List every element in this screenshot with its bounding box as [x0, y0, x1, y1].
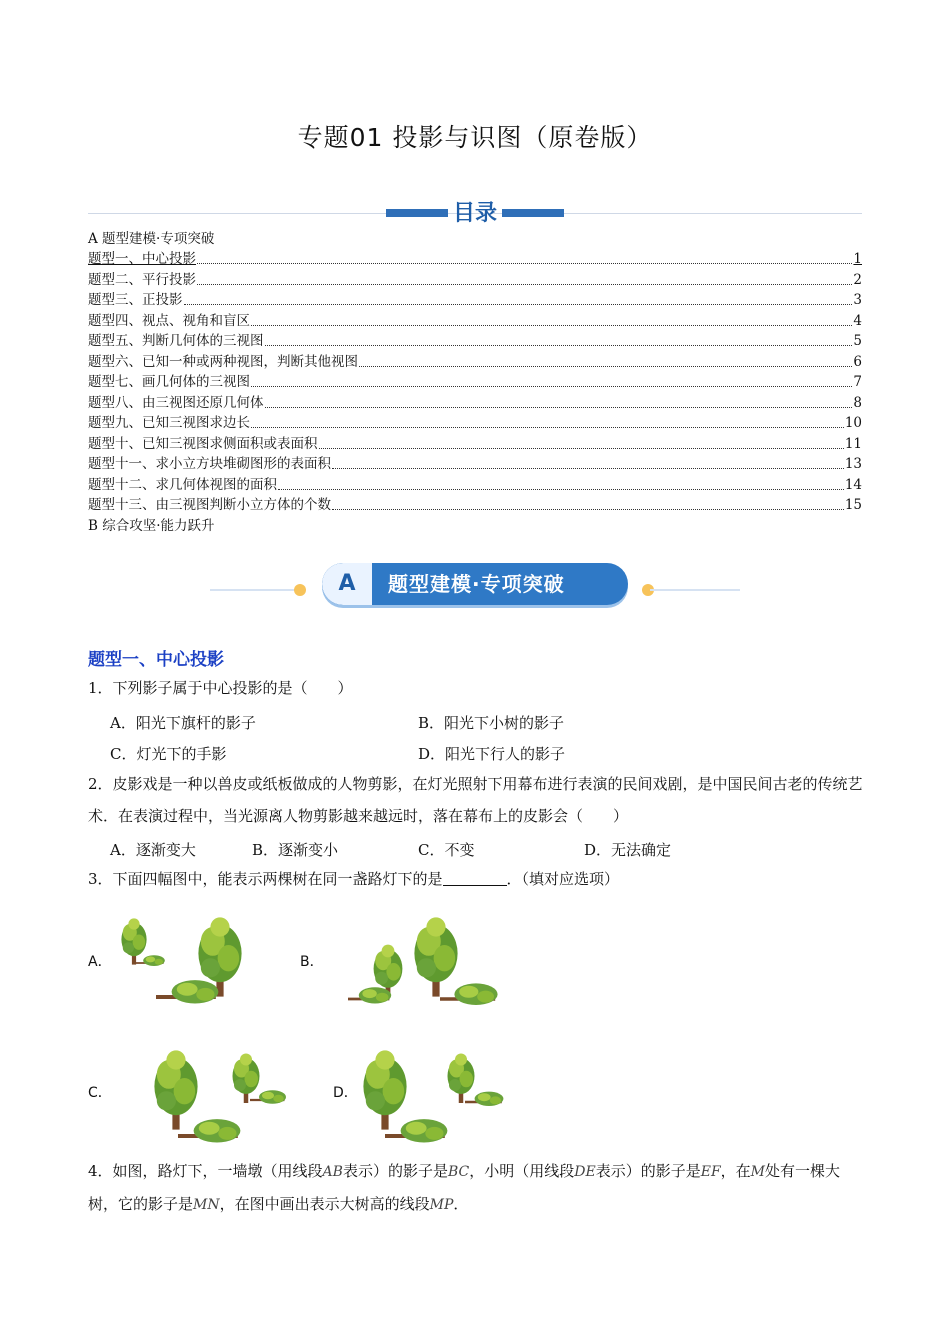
point-m: M: [750, 1164, 766, 1180]
q3-figure-a[interactable]: [112, 893, 262, 1008]
toc-item-page: 15: [844, 497, 862, 513]
banner-dot-left: [294, 584, 306, 596]
toc-item-page: 1: [853, 251, 862, 267]
segment-de: DE: [574, 1164, 596, 1180]
q3-label-a[interactable]: A．: [88, 954, 112, 970]
q2-option-d[interactable]: D．无法确定: [584, 841, 672, 859]
q4-text: ，小明（用线段: [469, 1162, 575, 1180]
toc-leader: [251, 325, 852, 326]
toc-item-page: 11: [844, 436, 862, 452]
toc-item-page: 3: [853, 292, 862, 308]
toc-leader: [197, 263, 852, 264]
toc-item-label: 题型十二、求几何体视图的面积: [88, 477, 277, 493]
toc-item[interactable]: [88, 434, 862, 454]
toc-item-page: 10: [844, 415, 862, 431]
toc-leader: [278, 489, 844, 490]
segment-mp: MP: [429, 1197, 454, 1213]
q3-label-c[interactable]: C．: [88, 1085, 112, 1101]
toc-heading: [88, 196, 862, 230]
question-3-stem: [88, 863, 868, 895]
toc-item-page: 8: [853, 395, 862, 411]
q3-stem-a: 3．下面四幅图中，能表示两棵树在同一盏路灯下的是: [88, 870, 443, 888]
toc-item[interactable]: [88, 454, 862, 474]
banner-line-left: [210, 589, 302, 591]
toc-part-b: B 综合攻坚·能力跃升: [88, 518, 215, 534]
q3-label-d[interactable]: D．: [333, 1085, 358, 1101]
toc-item[interactable]: [88, 331, 862, 351]
banner-letter: A: [322, 563, 372, 605]
q3-figure-d[interactable]: [345, 1026, 525, 1146]
toc-item-label: 题型五、判断几何体的三视图: [88, 333, 264, 349]
toc-title: 目录: [452, 201, 497, 226]
toc-item-label: 题型四、视点、视角和盲区: [88, 313, 250, 329]
toc-item[interactable]: [88, 393, 862, 413]
q3-figure-c[interactable]: [132, 1026, 302, 1146]
toc-item[interactable]: [88, 475, 862, 495]
section-title: 题型一、中心投影: [88, 650, 224, 670]
toc-item-label: 题型十、已知三视图求侧面积或表面积: [88, 436, 318, 452]
toc-item-label: 题型十三、由三视图判断小立方体的个数: [88, 497, 331, 513]
toc-item-page: 14: [844, 477, 862, 493]
section-banner: [210, 560, 740, 610]
question-2-stem: 2．皮影戏是一种以兽皮或纸板做成的人物剪影，在灯光照射下用幕布进行表演的民间戏剧，是中国民间古老的传统艺术．在表演过程中，当光源离人物剪影越来越远时，落在幕布上的皮影会（ ）: [88, 775, 863, 825]
q2-option-b[interactable]: B．逐渐变小: [252, 841, 339, 859]
q2-option-a[interactable]: A．逐渐变大: [110, 841, 196, 859]
toc-leader: [319, 448, 844, 449]
toc-item[interactable]: [88, 270, 862, 290]
toc-item-page: 5: [853, 333, 862, 349]
toc-item-page: 2: [853, 272, 862, 288]
banner-pill: [322, 563, 628, 605]
q4-text: ，在: [720, 1162, 751, 1180]
toc-item[interactable]: [88, 290, 862, 310]
toc-item-label: 题型三、正投影: [88, 292, 183, 308]
toc-leader: [184, 304, 853, 305]
q3-stem-b: ．（填对应选项）: [506, 870, 620, 888]
toc-item[interactable]: [88, 495, 862, 515]
q1-option-d[interactable]: D．阳光下行人的影子: [418, 745, 566, 763]
q4-text: ，在图中画出表示大树高的线段: [219, 1195, 430, 1213]
q4-text: ．: [453, 1195, 469, 1213]
toc-leader: [265, 407, 853, 408]
toc-item-label: 题型七、画几何体的三视图: [88, 374, 250, 390]
banner-text: 题型建模·专项突破: [388, 572, 565, 596]
toc-leader: [197, 284, 852, 285]
banner-line-right: [650, 589, 740, 591]
toc-item-label: 题型八、由三视图还原几何体: [88, 395, 264, 411]
toc-part-a: A 题型建模·专项突破: [88, 231, 215, 247]
q3-label-b[interactable]: B．: [300, 954, 324, 970]
q4-text: 4．如图，路灯下，一墙墩（用线段: [88, 1162, 323, 1180]
toc-leader: [359, 366, 852, 367]
toc-item-page: 13: [844, 456, 862, 472]
toc-item[interactable]: [88, 249, 862, 269]
toc-leader: [332, 509, 844, 510]
q1-option-c[interactable]: C．灯光下的手影: [110, 745, 227, 763]
toc-leader: [251, 427, 844, 428]
toc-item-label: 题型二、平行投影: [88, 272, 196, 288]
toc-item-label: 题型六、已知一种或两种视图，判断其他视图: [88, 354, 358, 370]
answer-blank[interactable]: [443, 871, 507, 886]
q1-option-a[interactable]: A．阳光下旗杆的影子: [110, 714, 256, 732]
q2-option-c[interactable]: C．不变: [418, 841, 475, 859]
segment-ef: EF: [700, 1164, 721, 1180]
q1-option-b[interactable]: B．阳光下小树的影子: [418, 714, 565, 732]
toc-item-label: 题型一、中心投影: [88, 251, 196, 267]
page-title: 专题01 投影与识图（原卷版）: [297, 123, 653, 152]
segment-bc: BC: [447, 1164, 470, 1180]
toc-leader: [251, 386, 852, 387]
q3-figure-b[interactable]: [340, 893, 500, 1008]
q4-text: 处有一棵大树，它的影子是: [88, 1162, 841, 1213]
q4-text: 表示）的影子是: [342, 1162, 448, 1180]
toc-item[interactable]: [88, 352, 862, 372]
question-4-stem: [88, 1155, 868, 1221]
toc-item-page: 4: [853, 313, 862, 329]
question-1-stem: 1．下列影子属于中心投影的是（ ）: [88, 679, 353, 697]
toc-item-label: 题型九、已知三视图求边长: [88, 415, 250, 431]
toc-item[interactable]: [88, 311, 862, 331]
toc-item-label: 题型十一、求小立方块堆砌图形的表面积: [88, 456, 331, 472]
q4-text: 表示）的影子是: [595, 1162, 701, 1180]
toc-item-page: 7: [853, 374, 862, 390]
toc-item[interactable]: [88, 413, 862, 433]
toc-item-page: 6: [853, 354, 862, 370]
toc-item[interactable]: [88, 372, 862, 392]
toc-leader: [332, 468, 844, 469]
segment-ab: AB: [322, 1164, 343, 1180]
segment-mn: MN: [193, 1197, 220, 1213]
toc-leader: [265, 345, 853, 346]
